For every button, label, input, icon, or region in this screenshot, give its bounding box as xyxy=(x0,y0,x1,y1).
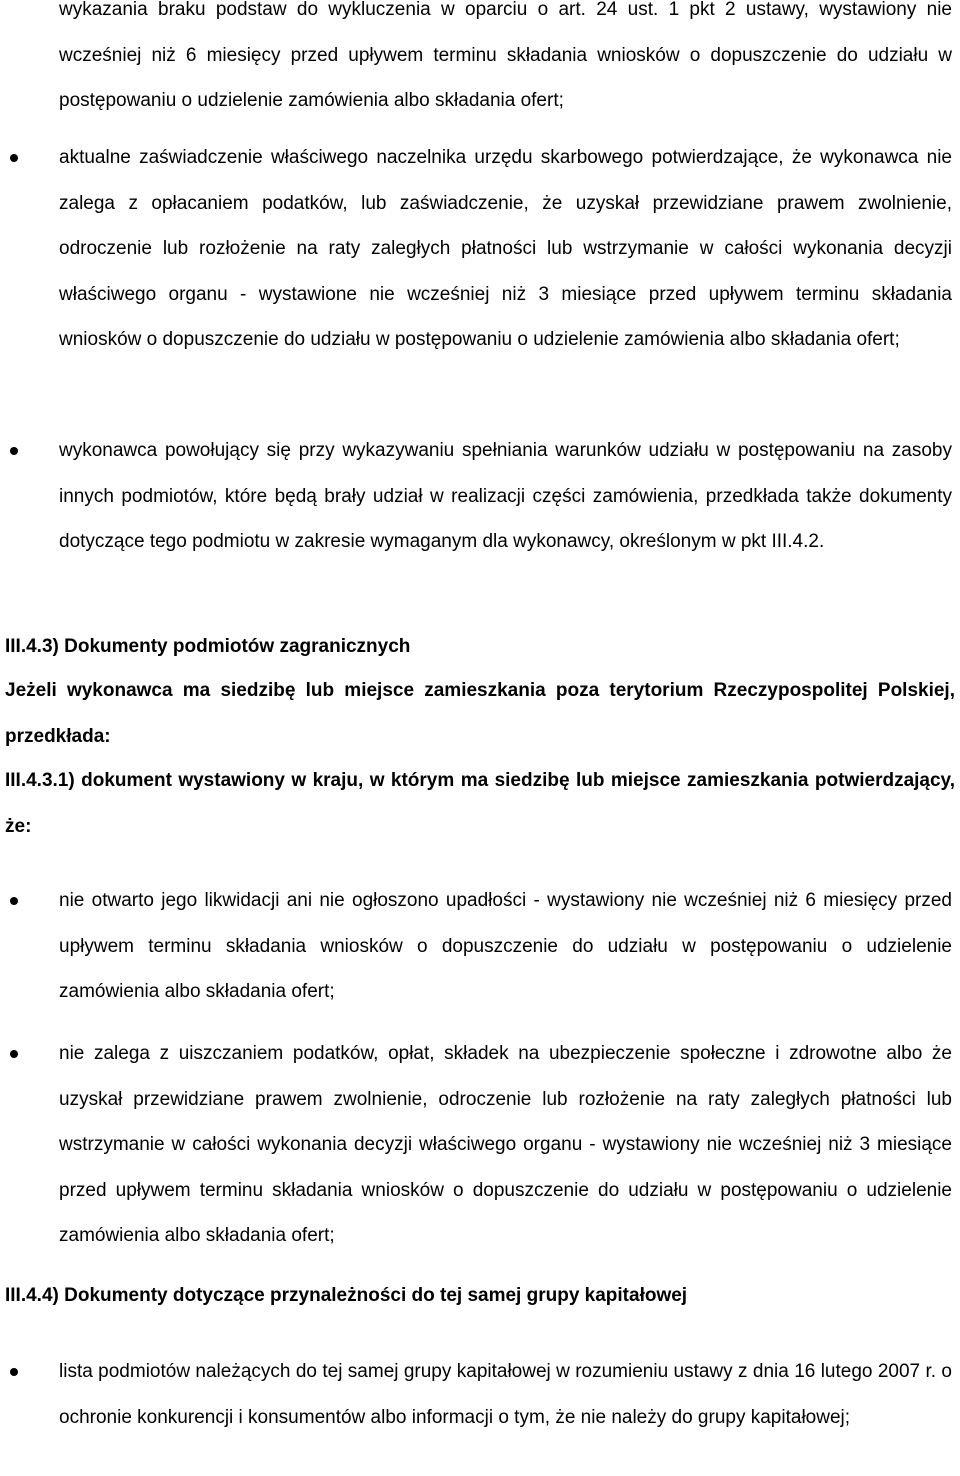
bullet-icon xyxy=(10,897,18,905)
list-item-text: wykonawca powołujący się przy wykazywaniu spełniania warunków udziału w postępowaniu na zasoby innych podmiotów, które będą brały udział w realizacji części zamówienia, przedkłada także dokumenty dotyczące tego podmiotu w zakresie wymaganym dla wykonawcy, określonym w pkt III.4.2. xyxy=(59,440,952,552)
bullet-icon xyxy=(10,1050,18,1058)
section-intro: Jeżeli wykonawca ma siedzibę lub miejsce zamieszkania poza terytorium Rzeczypospolitej Polskiej, przedkłada: xyxy=(5,680,955,747)
list-item-text: nie zalega z uiszczaniem podatków, opłat, składek na ubezpieczenie społeczne i zdrowotne albo że uzyskał przewidziane prawem zwolnienie, odroczenie lub rozłożenie na raty zaległych płatności lub wstrzymanie w całości wykonania decyzji właściwego organu - wystawiony nie wcześniej niż 3 miesiące przed upływem terminu składania wniosków o dopuszczenie do udziału w postępowaniu o udzielenie zamówienia albo składania ofert; xyxy=(59,1043,952,1246)
bullet-icon xyxy=(10,447,18,455)
section-heading: III.4.4) Dokumenty dotyczące przynależności do tej samej grupy kapitałowej xyxy=(5,1285,688,1306)
list-item-text: aktualne zaświadczenie właściwego naczelnika urzędu skarbowego potwierdzające, że wykonawca nie zalega z opłacaniem podatków, lub zaświadczenie, że uzyskał przewidziane prawem zwolnienie, odroczenie lub rozłożenie na raty zaległych płatności lub wstrzymanie w całości wykonania decyzji właściwego organu - wystawione nie wcześniej niż 3 miesiące przed upływem terminu składania wniosków o dopuszczenie do udziału w postępowaniu o udzielenie zamówienia albo składania ofert; xyxy=(59,147,952,350)
continuation-paragraph: wykazania braku podstaw do wykluczenia w oparciu o art. 24 ust. 1 pkt 2 ustawy, wystawiony nie wcześniej niż 6 miesięcy przed upływem terminu składania wniosków o dopuszczenie do udziału w postępowaniu o udzielenie zamówienia albo składania ofert; xyxy=(59,0,952,111)
list-item-text: lista podmiotów należących do tej samej grupy kapitałowej w rozumieniu ustawy z dnia 16 lutego 2007 r. o ochronie konkurencji i konsumentów albo informacji o tym, że nie należy do grupy kapitałowej; xyxy=(59,1361,952,1428)
list-item-text: nie otwarto jego likwidacji ani nie ogłoszono upadłości - wystawiony nie wcześniej niż 6 miesięcy przed upływem terminu składania wniosków o dopuszczenie do udziału w postępowaniu o udzielenie zamówienia albo składania ofert; xyxy=(59,890,952,1002)
section-heading: III.4.3) Dokumenty podmiotów zagranicznych xyxy=(5,636,411,657)
subsection-heading: III.4.3.1) dokument wystawiony w kraju, w którym ma siedzibę lub miejsce zamieszkania potwierdzający, że: xyxy=(5,770,955,837)
bullet-icon xyxy=(10,1368,18,1376)
bullet-icon xyxy=(10,154,18,162)
